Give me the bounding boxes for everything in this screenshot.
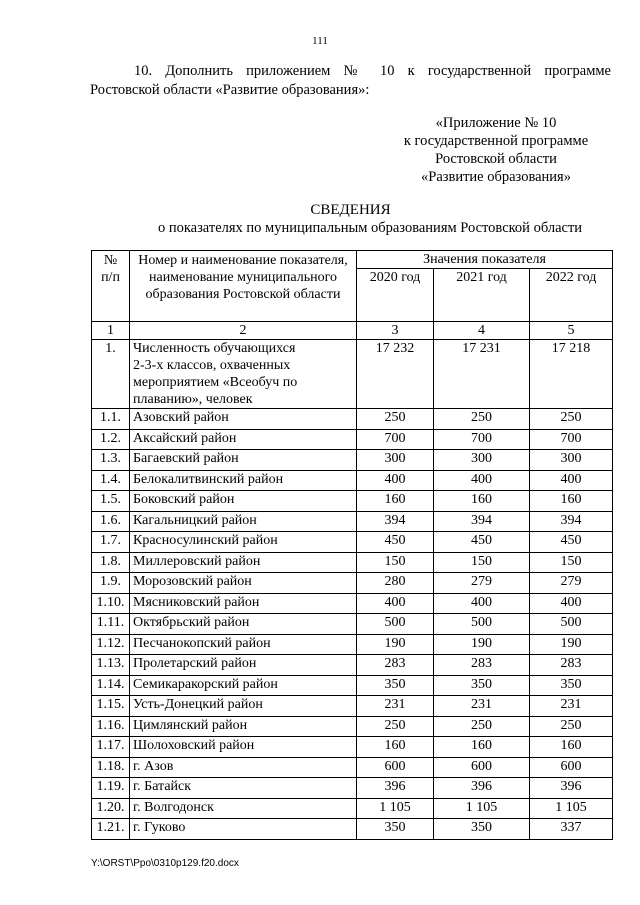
row-value-2022: 190 — [530, 634, 613, 655]
row-num: 1.13. — [92, 655, 130, 676]
row-value-2021: 231 — [434, 696, 530, 717]
table-row — [92, 737, 613, 758]
row-name: Морозовский район — [130, 573, 357, 594]
row-num: 1.7. — [92, 532, 130, 553]
table-row — [92, 552, 613, 573]
index-cell: 4 — [434, 322, 530, 340]
row-name: Семикаракорский район — [130, 675, 357, 696]
table-row — [92, 491, 613, 512]
row-value-2020: 396 — [357, 778, 434, 799]
appendix-line-2: к государственной программе — [403, 133, 589, 149]
row-num: 1.16. — [92, 716, 130, 737]
row-value-2022: 283 — [530, 655, 613, 676]
table-row-main-indicator — [92, 340, 613, 409]
row-value-2021: 300 — [434, 450, 530, 471]
table-row — [92, 634, 613, 655]
row-value-2020: 1 105 — [357, 798, 434, 819]
row-value-2021: 400 — [434, 470, 530, 491]
row-num: 1.14. — [92, 675, 130, 696]
row-num: 1. — [92, 340, 130, 409]
row-value-2021: 394 — [434, 511, 530, 532]
index-cell: 1 — [92, 322, 130, 340]
row-name: г. Волгодонск — [130, 798, 357, 819]
row-value-2022: 231 — [530, 696, 613, 717]
row-num: 1.19. — [92, 778, 130, 799]
row-value-2020: 160 — [357, 491, 434, 512]
row-value-2020: 300 — [357, 450, 434, 471]
row-value-2022: 250 — [530, 716, 613, 737]
document-title: СВЕДЕНИЯ — [310, 202, 391, 218]
row-name: Багаевский район — [130, 450, 357, 471]
row-value-2020: 350 — [357, 675, 434, 696]
row-num: 1.10. — [92, 593, 130, 614]
table-row — [92, 429, 613, 450]
appendix-heading — [380, 114, 612, 186]
row-value-2020: 500 — [357, 614, 434, 635]
row-value-2021: 250 — [434, 409, 530, 430]
row-num: 1.18. — [92, 757, 130, 778]
row-name: г. Азов — [130, 757, 357, 778]
header-2020: 2020 год — [357, 269, 434, 322]
row-value-2022: 337 — [530, 819, 613, 840]
row-value-2022: 250 — [530, 409, 613, 430]
table-row — [92, 675, 613, 696]
index-cell: 3 — [357, 322, 434, 340]
row-num: 1.20. — [92, 798, 130, 819]
row-value-2021: 700 — [434, 429, 530, 450]
row-name: Пролетарский район — [130, 655, 357, 676]
row-num: 1.2. — [92, 429, 130, 450]
table-row — [92, 655, 613, 676]
table-row — [92, 573, 613, 594]
table-row — [92, 614, 613, 635]
row-value-2022: 400 — [530, 470, 613, 491]
row-num: 1.17. — [92, 737, 130, 758]
table-row — [92, 450, 613, 471]
row-value-2022: 150 — [530, 552, 613, 573]
page-number: 111 — [312, 35, 328, 47]
file-path-footer: Y:\ORST\Ppo\0310p129.f20.docx — [91, 858, 239, 869]
row-value-2020: 17 232 — [357, 340, 434, 409]
row-name: Мясниковский район — [130, 593, 357, 614]
row-value-2020: 350 — [357, 819, 434, 840]
row-value-2021: 600 — [434, 757, 530, 778]
header-num-text: № п/п — [101, 253, 120, 285]
row-value-2022: 400 — [530, 593, 613, 614]
row-value-2020: 450 — [357, 532, 434, 553]
row-value-2021: 17 231 — [434, 340, 530, 409]
row-name: Белокалитвинский район — [130, 470, 357, 491]
row-value-2022: 300 — [530, 450, 613, 471]
row-value-2020: 400 — [357, 470, 434, 491]
row-num: 1.12. — [92, 634, 130, 655]
table-row — [92, 532, 613, 553]
row-value-2021: 279 — [434, 573, 530, 594]
row-name: Песчанокопский район — [130, 634, 357, 655]
row-value-2022: 279 — [530, 573, 613, 594]
row-name: Шолоховский район — [130, 737, 357, 758]
table-row — [92, 593, 613, 614]
row-value-2020: 190 — [357, 634, 434, 655]
row-num: 1.1. — [92, 409, 130, 430]
header-values-group: Значения показателя — [357, 251, 613, 269]
row-value-2021: 190 — [434, 634, 530, 655]
row-name: Боковский район — [130, 491, 357, 512]
header-num — [92, 251, 130, 322]
row-name: г. Батайск — [130, 778, 357, 799]
table-row — [92, 696, 613, 717]
row-name: Аксайский район — [130, 429, 357, 450]
table-row — [92, 409, 613, 430]
row-name: Кагальницкий район — [130, 511, 357, 532]
row-num: 1.21. — [92, 819, 130, 840]
row-value-2022: 350 — [530, 675, 613, 696]
row-value-2021: 250 — [434, 716, 530, 737]
row-value-2022: 160 — [530, 737, 613, 758]
row-value-2022: 17 218 — [530, 340, 613, 409]
row-num: 1.8. — [92, 552, 130, 573]
row-value-2022: 600 — [530, 757, 613, 778]
row-value-2021: 350 — [434, 819, 530, 840]
index-cell: 5 — [530, 322, 613, 340]
row-value-2021: 350 — [434, 675, 530, 696]
row-value-2022: 450 — [530, 532, 613, 553]
row-name: Цимлянский район — [130, 716, 357, 737]
table-row — [92, 470, 613, 491]
row-value-2020: 250 — [357, 716, 434, 737]
row-name: Миллеровский район — [130, 552, 357, 573]
row-value-2021: 500 — [434, 614, 530, 635]
row-value-2020: 150 — [357, 552, 434, 573]
row-name: Октябрьский район — [130, 614, 357, 635]
row-value-2021: 450 — [434, 532, 530, 553]
row-num: 1.6. — [92, 511, 130, 532]
row-num: 1.4. — [92, 470, 130, 491]
row-value-2020: 280 — [357, 573, 434, 594]
row-value-2022: 1 105 — [530, 798, 613, 819]
row-num: 1.11. — [92, 614, 130, 635]
row-name: Азовский район — [130, 409, 357, 430]
index-cell: 2 — [130, 322, 357, 340]
appendix-line-3: Ростовской области — [435, 151, 557, 167]
row-value-2022: 500 — [530, 614, 613, 635]
document-subtitle: о показателях по муниципальным образованиям Ростовской области — [157, 220, 583, 236]
row-value-2021: 1 105 — [434, 798, 530, 819]
row-value-2021: 400 — [434, 593, 530, 614]
row-value-2020: 600 — [357, 757, 434, 778]
table-row — [92, 511, 613, 532]
row-value-2020: 394 — [357, 511, 434, 532]
row-value-2021: 283 — [434, 655, 530, 676]
table-row — [92, 778, 613, 799]
row-name: г. Гуково — [130, 819, 357, 840]
table-row — [92, 716, 613, 737]
appendix-line-4: «Развитие образования» — [421, 169, 571, 185]
row-value-2021: 160 — [434, 491, 530, 512]
row-name: Усть-Донецкий район — [130, 696, 357, 717]
header-2022: 2022 год — [530, 269, 613, 322]
table-row — [92, 798, 613, 819]
row-value-2020: 283 — [357, 655, 434, 676]
row-value-2022: 160 — [530, 491, 613, 512]
row-value-2020: 231 — [357, 696, 434, 717]
row-value-2021: 160 — [434, 737, 530, 758]
table-row — [92, 819, 613, 840]
table-row — [92, 757, 613, 778]
row-num: 1.9. — [92, 573, 130, 594]
indicators-table — [91, 250, 613, 840]
row-num: 1.3. — [92, 450, 130, 471]
row-value-2021: 150 — [434, 552, 530, 573]
header-2021: 2021 год — [434, 269, 530, 322]
row-value-2020: 250 — [357, 409, 434, 430]
row-value-2020: 400 — [357, 593, 434, 614]
row-value-2021: 396 — [434, 778, 530, 799]
row-value-2022: 394 — [530, 511, 613, 532]
row-num: 1.15. — [92, 696, 130, 717]
intro-line-2: Ростовской области «Развитие образования»: — [90, 82, 370, 98]
intro-line-1: 10. Дополнить приложением № 10 к государственной программе — [134, 63, 611, 79]
appendix-line-1: «Приложение № 10 — [435, 115, 557, 131]
intro-paragraph — [90, 62, 611, 100]
row-value-2020: 700 — [357, 429, 434, 450]
row-value-2022: 396 — [530, 778, 613, 799]
row-value-2022: 700 — [530, 429, 613, 450]
header-name: Номер и наименование показателя, наименование муниципального образования Ростовской области — [130, 251, 357, 322]
row-name: Красносулинский район — [130, 532, 357, 553]
table-header-row-1 — [92, 251, 613, 269]
row-name: Численность обучающихся 2-3-х классов, охваченных мероприятием «Всеобуч по плаванию», человек — [130, 340, 357, 409]
row-num: 1.5. — [92, 491, 130, 512]
row-value-2020: 160 — [357, 737, 434, 758]
table-index-row — [92, 322, 613, 340]
